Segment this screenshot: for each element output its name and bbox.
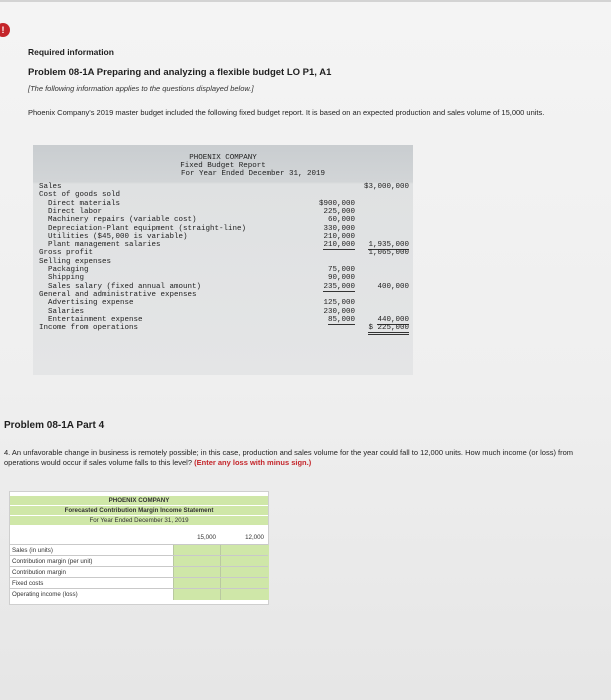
report-row [39, 283, 409, 291]
cm-row [10, 588, 268, 600]
report-row-amount: 235,000 [323, 282, 355, 291]
contribution-margin-table [9, 491, 269, 605]
fixed-budget-report [33, 145, 413, 375]
report-row-amount: 225,000 [323, 207, 355, 216]
report-row [39, 308, 409, 316]
report-row [39, 225, 409, 233]
report-period: For Year Ended December 31, 2019 [180, 170, 326, 178]
report-row-label: General and administrative expenses [39, 290, 197, 299]
report-row-total: 400,000 [377, 282, 409, 291]
report-row [39, 299, 409, 307]
report-row-amount: 85,000 [327, 315, 355, 324]
report-row-label: Packaging [39, 266, 89, 274]
cm-title: Forecasted Contribution Margin Income Statement [10, 506, 268, 515]
report-row-label: Sales [39, 183, 62, 191]
cm-row-label: Operating income (loss) [12, 591, 78, 598]
report-row [39, 208, 409, 216]
report-row [39, 200, 409, 208]
cm-row-label: Sales (in units) [12, 547, 53, 554]
report-row-label: Shipping [39, 274, 85, 283]
required-info-heading: Required information [28, 47, 114, 57]
report-row-amount: 330,000 [323, 224, 355, 233]
report-row-label: Utilities ($45,000 is variable) [39, 232, 188, 241]
report-row [39, 324, 409, 332]
report-row-amount: 210,000 [323, 232, 355, 241]
report-row-label: Gross profit [39, 249, 94, 258]
intro-text: Phoenix Company's 2019 master budget included the following fixed budget report. It is based on an expected production and sales volume of 15,000 units. [28, 108, 545, 117]
report-row [39, 191, 409, 199]
report-row-amount: 125,000 [323, 299, 355, 308]
report-row-amount: 230,000 [323, 307, 355, 316]
report-row [39, 216, 409, 224]
cm-row-label: Contribution margin [12, 569, 66, 576]
part4-question [4, 448, 604, 468]
report-row-label: Sales salary (fixed annual amount) [39, 282, 202, 291]
report-row [39, 233, 409, 241]
cm-col-12000: 12,000 [245, 534, 264, 541]
report-row [39, 183, 409, 191]
report-row-label: Direct materials [39, 199, 121, 208]
report-row-amount: 75,000 [327, 266, 355, 274]
report-row-label: Salaries [39, 307, 85, 316]
report-row-label: Income from operations [39, 324, 139, 333]
report-row [39, 291, 409, 299]
cm-input-12000[interactable] [220, 589, 269, 600]
report-row-total: 440,000 [377, 315, 409, 324]
report-row [39, 258, 409, 266]
report-row [39, 249, 409, 257]
report-row-total: 1,935,000 [368, 241, 409, 250]
report-row-label: Direct labor [39, 207, 103, 216]
question-text: 4. An unfavorable change in business is remotely possible; in this case, production and sales volume for the year could fall to 12,000 units. How much income (or loss) from operations would occur if sales volume falls to this level? [4, 448, 574, 467]
cm-row-label: Contribution margin (per unit) [12, 558, 93, 565]
report-row-label: Plant management salaries [39, 241, 161, 250]
report-row-amount: 90,000 [327, 274, 355, 283]
note-text: [The following information applies to the questions displayed below.] [28, 84, 254, 93]
report-row-label: Entertainment expense [39, 315, 143, 324]
problem-title: Problem 08-1A Preparing and analyzing a flexible budget LO P1, A1 [28, 67, 332, 78]
report-title: Fixed Budget Report [180, 162, 266, 170]
report-row-total: $3,000,000 [363, 183, 409, 191]
cm-col-15000: 15,000 [197, 534, 216, 541]
report-row-label: Selling expenses [39, 257, 112, 266]
report-row [39, 266, 409, 274]
part4-title: Problem 08-1A Part 4 [4, 420, 105, 431]
report-row [39, 241, 409, 249]
report-row-label: Machinery repairs (variable cost) [39, 216, 197, 225]
report-row-amount: $900,000 [318, 199, 355, 208]
report-row-amount: 60,000 [327, 216, 355, 225]
report-row-total: 1,065,000 [368, 249, 409, 258]
cm-company: PHOENIX COMPANY [10, 496, 268, 505]
cm-row-label: Fixed costs [12, 580, 44, 587]
report-row-label: Advertising expense [39, 299, 134, 308]
cm-input-15000[interactable] [173, 589, 221, 600]
report-row-amount: 210,000 [323, 241, 355, 250]
top-divider [0, 0, 611, 2]
alert-icon: ! [0, 23, 10, 37]
cm-period: For Year Ended December 31, 2019 [10, 516, 268, 525]
instruction-text: (Enter any loss with minus sign.) [194, 458, 312, 467]
report-row-label: Depreciation-Plant equipment (straight-line) [39, 224, 247, 233]
report-row-total: $ 225,000 [368, 324, 409, 335]
report-company: PHOENIX COMPANY [189, 154, 257, 162]
report-row-label: Cost of goods sold [39, 191, 121, 200]
report-row [39, 274, 409, 282]
report-row [39, 316, 409, 324]
